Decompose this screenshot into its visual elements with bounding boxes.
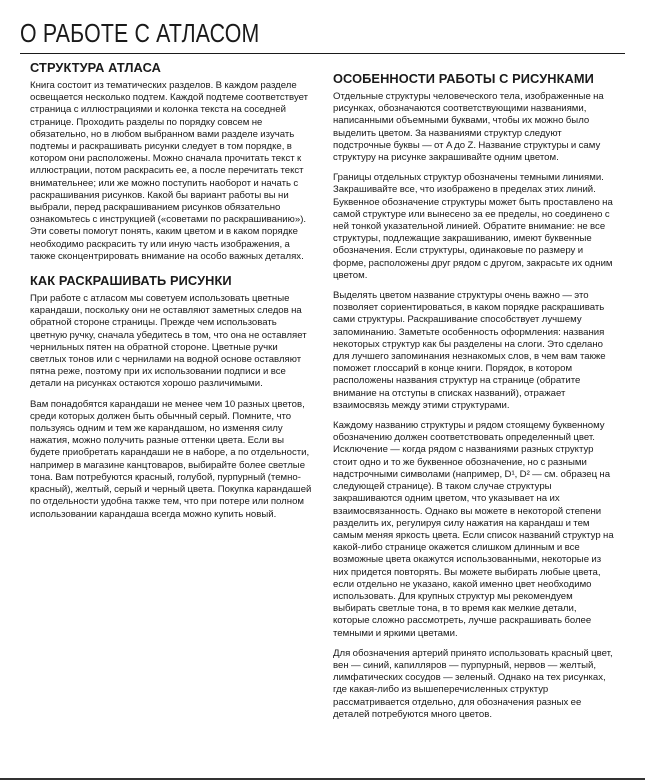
paragraph-pencils: При работе с атласом мы советуем использовать цветные карандаши, поскольку они не оставляют заметных следов на обратной стороне страницы. Прежде чем использовать цветную ручку, сначала убедитесь в том, что она не оставляет чернильных пятен на обратной стороне. Цветные ручки светлых тонов или с чернилами на водной основе оставляют пятна реже, поэтому при их использовании подписи и все детали на рисунках остаются хорошо различимыми. (30, 293, 307, 390)
page-title: О РАБОТЕ С АТЛАСОМ (20, 18, 260, 48)
right-column (333, 60, 615, 729)
paragraph-name-highlighting: Выделять цветом название структуры очень важно — это позволяет сориентироваться, в каком порядке раскрашивать сами структуры. Раскрашивание способствует лучшему запоминанию. Заметьте особенность оформления: названия некоторых структур как бы разделены на слоги. Это сделано для лучшего запоминания незнакомых слов, в чем вам также поможет глоссарий в конце книги. Порядок, в котором расположены названия структур на странице (обратите внимание на отступы в списках названий), отражает взаимосвязь между этими структурами. (333, 290, 606, 411)
spacer (333, 60, 615, 71)
paragraph-color-matching: Каждому названию структуры и рядом стоящему буквенному обозначению должен соответствовать определенный цвет. Исключение — когда рядом с названиями разных структур стоит одно и то же буквенное обозначение, но с разными надстрочными символами (например, D¹, D² — см. образец на следующей странице). В таком случае структуры закрашиваются одним цветом, что указывает на их взаимосвязанность. Однако вы можете в некоторой степени разделить их, регулируя силу нажатия на карандаш и тем самым меняя яркость цвета. Если список названий структур на какой-либо странице окажется слишком длинным и все возможные цвета окажутся использованными, некоторые из них придется повторять. Вы можете выбирать любые цвета, если отдельно не указано, какой именно цвет необходимо использовать. Для крупных структур мы рекомендуем выбирать светлые тона, в то время как мелкие детали, которые сложно рассмотреть, лучше раскрашивать более темными и яркими цветами. (333, 420, 614, 639)
paragraph-colors-needed: Вам понадобятся карандаши не менее чем 10 разных цветов, среди которых должен быть обычный серый. Помните, что пользуясь одним и тем же карандашом, но изменяя силу нажатия, можно получить разные оттенки цвета. Если вы будете приобретать карандаши не в наборе, а по отдельности, например в магазине канцтоваров, выбирайте более светлые тона. Вам потребуются красный, голубой, пурпурный (темно-красный), желтый, серый и черный цвета. Покупка карандашей по отдельности удобна также тем, что при потере или полном использовании карандаша всегда можно купить новый. (30, 398, 312, 520)
paragraph-vessel-colors: Для обозначения артерий принято использовать красный цвет, вен — синий, капилляров — пурпурный, нервов — желтый, лимфатических сосудов — зеленый. Однако на тех рисунках, где какая-либо из вышеперечисленных структур рассматривается отдельно, для обозначения разных ее деталей потребуются много цветов. (333, 647, 613, 720)
section-heading-how-to-color: КАК РАСКРАШИВАТЬ РИСУНКИ (30, 273, 232, 289)
paragraph-structure-names: Отдельные структуры человеческого тела, изображенные на рисунках, обозначаются соответствующими названиями, написанными объемными буквами, чтобы их можно было выделить цветом. За названиями структур следуют подстрочные буквы — от A до Z. Название структуры и саму структуру на рисунке закрашивайте одним цветом. (333, 91, 604, 164)
section-heading-atlas-structure: СТРУКТУРА АТЛАСА (30, 60, 161, 75)
paragraph-atlas-structure: Книга состоит из тематических разделов. В каждом разделе освещается несколько подтем. Каждой подтеме соответствует страница с иллюстрациями и колонка текста на соседней странице. Проходить разделы по порядку совсем не обязательно, но в любом выбранном вами разделе изучать подтемы и раскрашивать рисунки следует в том порядке, в котором они расположены. Можно сначала прочитать текст к иллюстрации, потом раскрасить ее, а после перечитать текст внимательнее; или же можно поступить наоборот и начать с раскрашивания рисунков. Какой бы вариант работы вы ни выбрали, перед раскрашиванием рисунков обязательно ознакомьтесь с инструкцией («советами по раскрашиванию»). Эти советы помогут понять, каким цветом и в каком порядке необходимо раскрасить ту или иную часть изображения, а также сконцентрировать внимание на особо важных деталях. (30, 80, 309, 262)
left-column (30, 60, 312, 529)
section-heading-drawing-features: ОСОБЕННОСТИ РАБОТЫ С РИСУНКАМИ (333, 71, 594, 86)
title-divider (20, 53, 625, 54)
paragraph-structure-borders: Границы отдельных структур обозначены темными линиями. Закрашивайте все, что изображено в пределах этих линий. Буквенное обозначение структуры может быть проставлено на самой структуре или вынесено за ее пределы, но соединено с ней тонкой указательной линией. Обратите внимание: не все структуры, подлежащие закрашиванию, имеют буквенные обозначения. Если структуры, одинаковые по размеру и форме, расположены друг рядом с другом, закрасьте их одним цветом. (333, 172, 613, 281)
